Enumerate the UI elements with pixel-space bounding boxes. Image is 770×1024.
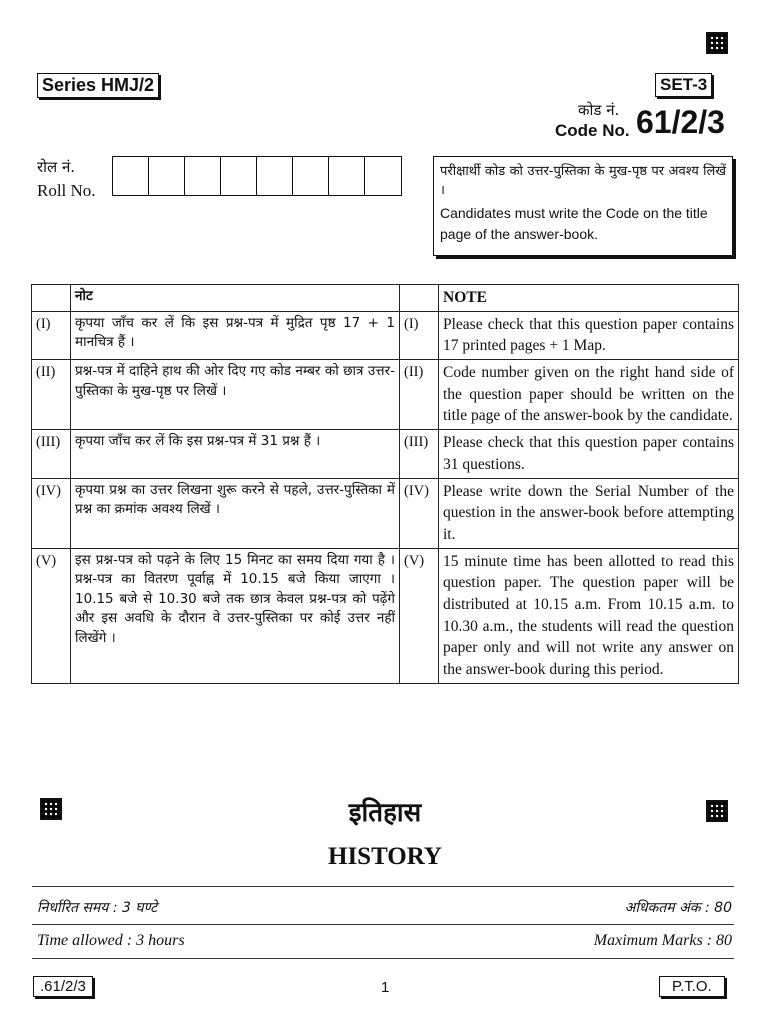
- code-label: Code No.: [555, 121, 630, 140]
- roll-digit-box[interactable]: [221, 157, 257, 195]
- row-number: (IV): [32, 478, 71, 548]
- roll-digit-box[interactable]: [293, 157, 329, 195]
- row-number: (III): [400, 430, 439, 478]
- row-number: (I): [400, 311, 439, 359]
- roll-digit-box[interactable]: [113, 157, 149, 195]
- row-number: (IV): [400, 478, 439, 548]
- note-hindi: इस प्रश्न-पत्र को पढ़ने के लिए 15 मिनट का समय दिया गया है । प्रश्न-पत्र का वितरण पूर्वाह्न में 10.15 बजे किया जाएगा । 10.15 बजे से 10.30 बजे तक छात्र केवल प्रश्न-पत्र को पढ़ेंगे और इस अवधि के दौरान वे उत्तर-पुस्तिका पर कोई उत्तर नहीं लिखेंगे ।: [71, 548, 400, 683]
- marks-hindi: अधिकतम अंक : 80: [624, 900, 732, 916]
- table-row: [32, 360, 739, 430]
- instruction-box: [433, 156, 733, 256]
- roll-number-boxes[interactable]: [112, 156, 402, 196]
- divider: [32, 886, 734, 887]
- note-hindi: कृपया प्रश्न का उत्तर लिखना शुरू करने से पहले, उत्तर-पुस्तिका में प्रश्न का क्रमांक अवश्य लिखें ।: [71, 478, 400, 548]
- table-row: [32, 311, 739, 359]
- roll-digit-box[interactable]: [257, 157, 293, 195]
- roll-digit-box[interactable]: [365, 157, 401, 195]
- note-hindi: कृपया जाँच कर लें कि इस प्रश्न-पत्र में 31 प्रश्न हैं ।: [71, 430, 400, 478]
- qr-code-icon: [706, 32, 728, 54]
- subject-hindi: इतिहास: [348, 798, 422, 828]
- row-number: (V): [32, 548, 71, 683]
- page-number: 1: [381, 979, 390, 996]
- note-hindi: प्रश्न-पत्र में दाहिने हाथ की ओर दिए गए कोड नम्बर को छात्र उत्तर-पुस्तिका के मुख-पृष्ठ पर लिखें ।: [71, 360, 400, 430]
- roll-digit-box[interactable]: [329, 157, 365, 195]
- notes-table: [31, 284, 739, 684]
- row-number: (V): [400, 548, 439, 683]
- note-english: 15 minute time has been allotted to read this question paper. The question paper will be distributed at 10.15 a.m. From 10.15 a.m. to 10.30 a.m., the students will read the question paper only and will not write any answer on the answer-book during this period.: [439, 548, 739, 683]
- roll-digit-box[interactable]: [185, 157, 221, 195]
- notes-heading-hindi: नोट: [71, 285, 400, 312]
- table-row: [32, 430, 739, 478]
- note-english: Please write down the Serial Number of the question in the answer-book before attempting it.: [439, 478, 739, 548]
- roll-label-hindi: रोल नं.: [37, 158, 76, 176]
- subject-english: HISTORY: [328, 843, 442, 870]
- time-hindi: निर्धारित समय : 3 घण्टे: [37, 900, 158, 916]
- notes-header-row: [32, 285, 739, 312]
- marks-english: Maximum Marks : 80: [593, 932, 732, 949]
- roll-label-english: Roll No.: [37, 181, 96, 200]
- time-english: Time allowed : 3 hours: [37, 932, 185, 949]
- code-hindi: कोड नं.: [578, 101, 620, 119]
- table-row: [32, 548, 739, 683]
- roll-digit-box[interactable]: [149, 157, 185, 195]
- note-hindi: कृपया जाँच कर लें कि इस प्रश्न-पत्र में मुद्रित पृष्ठ 17 + 1 मानचित्र हैं ।: [71, 311, 400, 359]
- series-label: Series HMJ/2: [37, 73, 159, 98]
- pto-label: P.T.O.: [659, 976, 725, 997]
- row-number: (II): [400, 360, 439, 430]
- note-english: Code number given on the right hand side of the question paper should be written on the title page of the answer-book by the candidate.: [439, 360, 739, 430]
- row-number: (I): [32, 311, 71, 359]
- instruction-english: Candidates must write the Code on the title page of the answer-book.: [440, 204, 708, 242]
- divider: [32, 958, 734, 959]
- instruction-hindi: परीक्षार्थी कोड को उत्तर-पुस्तिका के मुख-पृष्ठ पर अवश्य लिखें ।: [440, 164, 726, 198]
- code-value: 61/2/3: [636, 104, 725, 140]
- notes-heading-english: NOTE: [439, 285, 739, 312]
- divider: [32, 924, 734, 925]
- note-english: Please check that this question paper contains 17 printed pages + 1 Map.: [439, 311, 739, 359]
- set-label: SET-3: [655, 73, 712, 97]
- row-number: (II): [32, 360, 71, 430]
- footer-code: .61/2/3: [33, 976, 93, 997]
- table-row: [32, 478, 739, 548]
- note-english: Please check that this question paper contains 31 questions.: [439, 430, 739, 478]
- row-number: (III): [32, 430, 71, 478]
